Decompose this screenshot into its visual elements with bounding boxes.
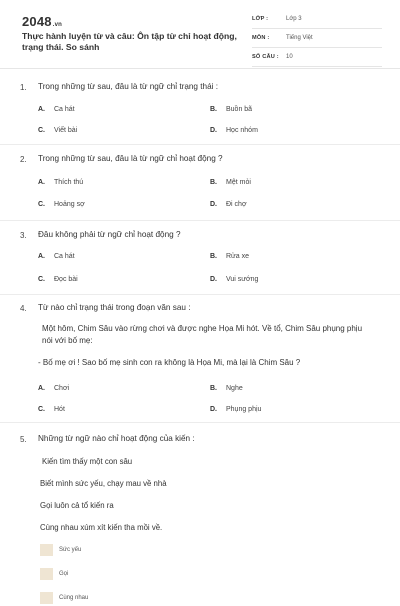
option-c[interactable]: [38, 276, 78, 283]
site-logo[interactable]: [22, 14, 62, 29]
option-c[interactable]: [38, 406, 65, 413]
logo-suffix: .vn: [52, 22, 63, 28]
option-letter: C.: [38, 406, 45, 413]
option-a[interactable]: [38, 106, 75, 113]
question-text: Trong những từ sau, đâu là từ ngữ chỉ trạng thái :: [38, 82, 219, 91]
question-3: [0, 220, 400, 295]
option-letter: D.: [210, 276, 217, 283]
checkbox-box[interactable]: [40, 544, 53, 556]
option-b[interactable]: [210, 253, 249, 260]
checkbox-box[interactable]: [40, 568, 53, 580]
question-number: 5.: [20, 435, 27, 444]
option-text: Đọc bài: [54, 276, 78, 283]
passage-paragraph: Một hôm, Chim Sâu vào rừng chơi và được nghe Họa Mi hót. Về tổ, Chim Sâu phụng phịu nói với bố mẹ:: [42, 324, 363, 345]
option-letter: B.: [210, 179, 217, 186]
meta-row-subject: [252, 33, 382, 48]
meta-row-count: [252, 52, 382, 67]
option-letter: D.: [210, 406, 217, 413]
question-number: 3.: [20, 231, 27, 240]
meta-row-class: [252, 14, 382, 29]
option-d[interactable]: [210, 201, 247, 208]
option-d[interactable]: [210, 276, 258, 283]
meta-value: Tiếng Việt: [286, 35, 313, 41]
option-c[interactable]: [38, 127, 77, 134]
option-text: Vui sướng: [226, 276, 259, 283]
option-letter: D.: [210, 201, 217, 208]
choice-label: Sức yếu: [59, 547, 82, 553]
option-letter: C.: [38, 201, 45, 208]
option-text: Học nhóm: [226, 127, 258, 134]
option-letter: B.: [210, 385, 217, 392]
worksheet-header: [0, 0, 400, 69]
worksheet-title: Thực hành luyện từ và câu: Ôn tập từ chỉ hoạt động, trạng thái. So sánh: [22, 31, 237, 52]
question-number: 4.: [20, 304, 27, 313]
option-letter: A.: [38, 106, 45, 113]
option-text: Hót: [54, 406, 65, 413]
question-text: Đâu không phải từ ngữ chỉ hoạt động ?: [38, 230, 181, 239]
option-text: Hoảng sợ: [54, 201, 85, 208]
option-letter: A.: [38, 385, 45, 392]
option-a[interactable]: [38, 253, 75, 260]
option-letter: B.: [210, 106, 217, 113]
option-text: Ca hát: [54, 106, 75, 113]
option-text: Buồn bã: [226, 106, 253, 113]
option-text: Đi chợ: [226, 201, 247, 208]
meta-label: SỐ CÂU :: [252, 54, 279, 60]
option-text: Phụng phịu: [226, 406, 262, 413]
option-d[interactable]: [210, 406, 261, 413]
question-number: 2.: [20, 155, 27, 164]
meta-value: Lớp 3: [286, 16, 302, 22]
checkbox-box[interactable]: [40, 592, 53, 604]
worksheet-meta: [252, 14, 382, 71]
option-letter: C.: [38, 127, 45, 134]
option-b[interactable]: [210, 179, 251, 186]
option-text: Rửa xe: [226, 253, 249, 260]
poem-line: Kiến tìm thấy một con sâu: [42, 457, 133, 466]
question-text: Từ nào chỉ trạng thái trong đoạn văn sau :: [38, 303, 191, 312]
meta-value: 10: [286, 54, 293, 60]
poem-line: Biết mình sức yếu, chạy mau về nhà: [40, 479, 167, 488]
option-text: Thích thú: [54, 179, 84, 186]
passage-dialogue: - Bố mẹ ơi ! Sao bố mẹ sinh con ra không là Họa Mi, mà lại là Chim Sâu ?: [38, 358, 301, 367]
option-letter: C.: [38, 276, 45, 283]
poem-line: Gọi luôn cả tổ kiến ra: [40, 501, 114, 510]
option-b[interactable]: [210, 106, 252, 113]
option-text: Mệt mỏi: [226, 179, 251, 186]
meta-label: LỚP :: [252, 16, 269, 22]
option-letter: A.: [38, 179, 45, 186]
question-5: [0, 422, 400, 600]
question-text: Trong những từ sau, đâu là từ ngữ chỉ hoạt động ?: [38, 154, 223, 163]
question-number: 1.: [20, 83, 27, 92]
poem-line: Cùng nhau xúm xít kiến tha mồi về.: [40, 523, 163, 532]
option-a[interactable]: [38, 179, 83, 186]
option-letter: B.: [210, 253, 217, 260]
option-text: Ca hát: [54, 253, 75, 260]
option-text: Nghe: [226, 385, 243, 392]
option-d[interactable]: [210, 127, 258, 134]
question-2: [0, 144, 400, 221]
option-text: Chơi: [54, 385, 70, 392]
choice-label: Gọi: [59, 571, 69, 577]
option-letter: D.: [210, 127, 217, 134]
meta-label: MÔN :: [252, 35, 270, 41]
logo-text: 2048: [22, 14, 52, 29]
option-b[interactable]: [210, 385, 243, 392]
choice-label: Cùng nhau: [59, 595, 89, 601]
option-text: Viết bài: [54, 127, 78, 134]
question-text: Những từ ngữ nào chỉ hoạt động của kiến :: [38, 434, 195, 443]
question-1: [0, 68, 400, 145]
option-c[interactable]: [38, 201, 85, 208]
question-4: [0, 294, 400, 423]
option-a[interactable]: [38, 385, 69, 392]
option-letter: A.: [38, 253, 45, 260]
